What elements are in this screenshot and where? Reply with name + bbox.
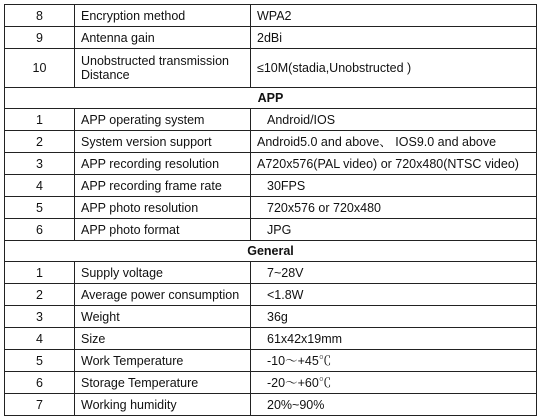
spec-value: A720x576(PAL video) or 720x480(NTSC video) xyxy=(251,153,537,175)
table-row xyxy=(5,306,537,328)
spec-value: 30FPS xyxy=(251,175,537,197)
row-number: 6 xyxy=(5,219,75,241)
spec-name: Supply voltage xyxy=(75,262,251,284)
table-row xyxy=(5,153,537,175)
spec-name: APP photo format xyxy=(75,219,251,241)
row-number: 7 xyxy=(5,394,75,416)
spec-name: Unobstructed transmission Distance xyxy=(75,49,251,88)
row-number: 5 xyxy=(5,350,75,372)
spec-name: APP recording resolution xyxy=(75,153,251,175)
spec-name: Encryption method xyxy=(75,5,251,27)
row-number: 3 xyxy=(5,306,75,328)
section-header-row xyxy=(5,241,537,262)
spec-name: Average power consumption xyxy=(75,284,251,306)
spec-value: 36g xyxy=(251,306,537,328)
spec-value: 7~28V xyxy=(251,262,537,284)
section-title-app: APP xyxy=(5,88,537,109)
row-number: 8 xyxy=(5,5,75,27)
spec-value: 2dBi xyxy=(251,27,537,49)
table-row xyxy=(5,109,537,131)
row-number: 4 xyxy=(5,328,75,350)
row-number: 3 xyxy=(5,153,75,175)
table-row xyxy=(5,394,537,416)
table-row xyxy=(5,197,537,219)
section-title-general: General xyxy=(5,241,537,262)
spec-value: -20～+60℃ xyxy=(251,372,537,394)
spec-name: APP operating system xyxy=(75,109,251,131)
table-row xyxy=(5,328,537,350)
table-row xyxy=(5,27,537,49)
spec-value: JPG xyxy=(251,219,537,241)
spec-value: 20%~90% xyxy=(251,394,537,416)
spec-value: Android/IOS xyxy=(251,109,537,131)
spec-name: Size xyxy=(75,328,251,350)
spec-name: APP photo resolution xyxy=(75,197,251,219)
table-row xyxy=(5,372,537,394)
table-row xyxy=(5,219,537,241)
spec-name: System version support xyxy=(75,131,251,153)
spec-value: 720x576 or 720x480 xyxy=(251,197,537,219)
spec-name: Storage Temperature xyxy=(75,372,251,394)
spec-name: Work Temperature xyxy=(75,350,251,372)
spec-name: Working humidity xyxy=(75,394,251,416)
spec-name: Antenna gain xyxy=(75,27,251,49)
spec-value: <1.8W xyxy=(251,284,537,306)
table-row xyxy=(5,131,537,153)
row-number: 10 xyxy=(5,49,75,88)
row-number: 2 xyxy=(5,131,75,153)
table-row xyxy=(5,49,537,88)
spec-value: Android5.0 and above、 IOS9.0 and above xyxy=(251,131,537,153)
row-number: 1 xyxy=(5,262,75,284)
row-number: 5 xyxy=(5,197,75,219)
spec-name: APP recording frame rate xyxy=(75,175,251,197)
table-row xyxy=(5,262,537,284)
row-number: 1 xyxy=(5,109,75,131)
spec-table xyxy=(4,4,537,416)
spec-value: WPA2 xyxy=(251,5,537,27)
section-header-row xyxy=(5,88,537,109)
spec-value: 61x42x19mm xyxy=(251,328,537,350)
spec-value: -10～+45℃ xyxy=(251,350,537,372)
row-number: 2 xyxy=(5,284,75,306)
spec-value: ≤10M(stadia,Unobstructed ) xyxy=(251,49,537,88)
row-number: 6 xyxy=(5,372,75,394)
row-number: 4 xyxy=(5,175,75,197)
spec-name: Weight xyxy=(75,306,251,328)
table-row xyxy=(5,175,537,197)
table-row xyxy=(5,5,537,27)
table-row xyxy=(5,284,537,306)
table-row xyxy=(5,350,537,372)
row-number: 9 xyxy=(5,27,75,49)
